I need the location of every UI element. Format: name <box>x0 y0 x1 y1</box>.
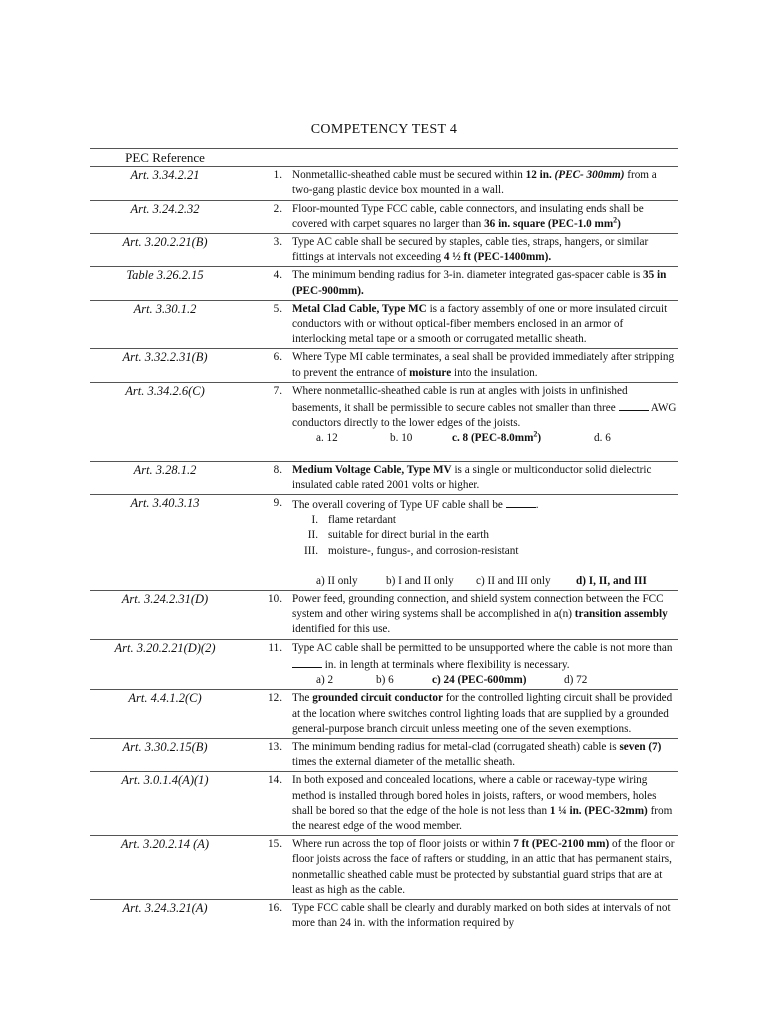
question-text: Type FCC cable shall be clearly and durably marked on both sides at intervals of not more than 24 in. with the information required by <box>292 901 671 930</box>
question-number: 11. <box>260 639 292 690</box>
question-row <box>90 349 678 382</box>
question-text: Metal Clad Cable, Type MC is a factory assembly of one or more insulated circuit conductors with or without optical-fiber members enclosed in an armor of interlocking metal tape or a smooth or corrugated metallic sheath. <box>292 300 678 349</box>
question-text: The minimum bending radius for metal-clad (corrugated sheath) cable is seven (7) times the external diameter of the metallic sheath. <box>292 738 678 771</box>
question-row <box>90 200 678 233</box>
question-number: 7. <box>260 382 292 461</box>
question-number: 6. <box>260 349 292 382</box>
choice-a: a. 12 <box>316 432 338 445</box>
pec-reference: Art. 3.30.2.15(B) <box>90 738 240 771</box>
question-row <box>90 382 678 461</box>
question-row <box>90 591 678 640</box>
pec-reference: Art. 3.20.2.21(D)(2) <box>90 639 240 690</box>
question-number: 15. <box>260 836 292 900</box>
question-number: 12. <box>260 690 292 739</box>
question-row <box>90 690 678 739</box>
question-number: 14. <box>260 772 292 836</box>
question-row <box>90 639 678 690</box>
answer-choices <box>292 673 678 688</box>
question-number: 1. <box>260 167 292 200</box>
answer-blank <box>619 399 649 411</box>
question-number: 3. <box>260 234 292 267</box>
option-item: III. moisture-, fungus-, and corrosion-resistant <box>304 544 519 557</box>
answer-blank <box>506 496 536 508</box>
choice-d: d) I, II, and III <box>576 574 647 587</box>
choice-a: a) II only <box>316 574 358 587</box>
pec-reference: Art. 3.34.2.6(C) <box>90 382 240 461</box>
pec-reference: Art. 3.34.2.21 <box>90 167 240 200</box>
pec-reference: Art. 3.24.2.31(D) <box>90 591 240 640</box>
question-text: Type AC cable shall be permitted to be unsupported where the cable is not more than in. in length at terminals where flexibility is necessary. a) 2 b) 6 c) 24 (PEC-600mm) d) 72 <box>292 639 678 690</box>
question-number: 10. <box>260 591 292 640</box>
choice-d: d. 6 <box>594 432 611 445</box>
pec-reference: Art. 4.4.1.2(C) <box>90 690 240 739</box>
question-number: 9. <box>260 495 292 591</box>
question-text: Medium Voltage Cable, Type MV is a single or multiconductor solid dielectric insulated cable rated 2001 volts or higher. <box>292 461 678 494</box>
question-number: 5. <box>260 300 292 349</box>
question-text: Where run across the top of floor joists or within 7 ft (PEC-2100 mm) of the floor or floor joists across the face of rafters or studding, in an attic that has permanent stairs, nonmetallic sheathed cable must be protected by substantial guard strips that are at least as high as the cable. <box>292 836 678 900</box>
question-number: 2. <box>260 200 292 233</box>
pec-reference: Art. 3.24.2.32 <box>90 200 240 233</box>
table-header-row <box>90 149 678 167</box>
pec-reference: Art. 3.20.2.21(B) <box>90 234 240 267</box>
choice-c: c. 8 $(PEC-8.0mm^2)$ <box>452 429 542 445</box>
question-text: Where Type MI cable terminates, a seal shall be provided immediately after stripping to prevent the entrance of moisture into the insulation. <box>292 349 678 382</box>
header-spacer <box>260 149 292 167</box>
question-row <box>90 461 678 494</box>
header-spacer <box>292 149 678 167</box>
choice-c: c) 24 (PEC-600mm) <box>432 674 527 687</box>
answer-choices <box>292 431 678 446</box>
pec-reference: Art. 3.20.2.14 (A) <box>90 836 240 900</box>
question-row <box>90 300 678 349</box>
question-text: Floor-mounted Type FCC cable, cable connectors, and insulating ends shall be covered with carpet squares no larger than 36 in. square (PEC-1.0 $mm^2$) <box>292 200 678 233</box>
pec-reference: Art. 3.40.3.13 <box>90 495 240 591</box>
pec-reference: Table 3.26.2.15 <box>90 267 240 300</box>
question-number: 8. <box>260 461 292 494</box>
choice-b: b. 10 <box>390 432 413 445</box>
answer-blank <box>292 656 322 668</box>
question-table <box>90 148 678 932</box>
question-row <box>90 267 678 300</box>
choice-b: b) 6 <box>376 674 394 687</box>
question-number: 4. <box>260 267 292 300</box>
page-title: COMPETENCY TEST 4 <box>310 122 458 137</box>
pec-reference: Art. 3.28.1.2 <box>90 461 240 494</box>
choice-a: a) 2 <box>316 674 334 687</box>
header-spacer <box>240 149 260 167</box>
question-text: In both exposed and concealed locations, where a cable or raceway-type wiring method is installed through bored holes in joists, rafters, or wood members, holes shall be bored so that the edge of the hole is not less than 1 ¼ in. (PEC-32mm) from the nearest edge of the wood member. <box>292 772 678 836</box>
option-list <box>292 513 678 559</box>
option-item: II. suitable for direct burial in the earth <box>307 529 489 542</box>
question-row <box>90 772 678 836</box>
question-text: Where nonmetallic-sheathed cable is run at angles with joists in unfinished basements, it shall be permissible to secure cables not smaller than three AWG conductors directly to the lower edges of the joists. a. 12 b. 10 c. 8 $(PEC-8.0mm^2)$ d. 6 <box>292 382 678 461</box>
pec-reference: Art. 3.0.1.4(A)(1) <box>90 772 240 836</box>
question-text: Type AC cable shall be secured by staples, cable ties, straps, hangers, or similar fittings at intervals not exceeding 4 ½ ft (PEC-1400mm). <box>292 234 678 267</box>
option-item: I. flame retardant <box>311 514 397 527</box>
choice-c: c) II and III only <box>476 574 551 587</box>
pec-reference: Art. 3.24.3.21(A) <box>122 900 208 915</box>
answer-choices <box>292 574 678 589</box>
question-row <box>90 738 678 771</box>
question-row <box>90 836 678 900</box>
question-row <box>90 167 678 200</box>
pec-reference: Art. 3.30.1.2 <box>90 300 240 349</box>
pec-reference: Art. 3.32.2.31(B) <box>90 349 240 382</box>
choice-b: b) I and II only <box>386 574 454 587</box>
question-text: Nonmetallic-sheathed cable must be secured within 12 in. (PEC- 300mm) from a two-gang plastic device box mounted in a wall. <box>292 167 678 200</box>
pec-reference-header: PEC Reference <box>90 149 240 167</box>
question-text: Power feed, grounding connection, and shield system connection between the FCC system and other wiring systems shall be accomplished in a(n) transition assembly identified for this use. <box>292 591 678 640</box>
question-text: The overall covering of Type UF cable shall be . I. flame retardant II. suitable for direct burial in the earth III. moisture-, fungus-, and corrosion-resistant a) II only b) I and II only c) II and III only d) I, II, and III <box>292 495 678 591</box>
question-row <box>90 495 678 591</box>
question-row <box>90 899 678 932</box>
question-number: 16. <box>268 901 282 914</box>
question-row <box>90 234 678 267</box>
question-number: 13. <box>260 738 292 771</box>
choice-d: d) 72 <box>564 674 588 687</box>
question-text: The grounded circuit conductor for the controlled lighting circuit shall be provided at the location where switches control lighting loads that are supplied by a grounded general-purpose branch circuit unless meeting one of the seven exemptions. <box>292 690 678 739</box>
question-text: The minimum bending radius for 3-in. diameter integrated gas-spacer cable is 35 in (PEC-900mm). <box>292 267 678 300</box>
